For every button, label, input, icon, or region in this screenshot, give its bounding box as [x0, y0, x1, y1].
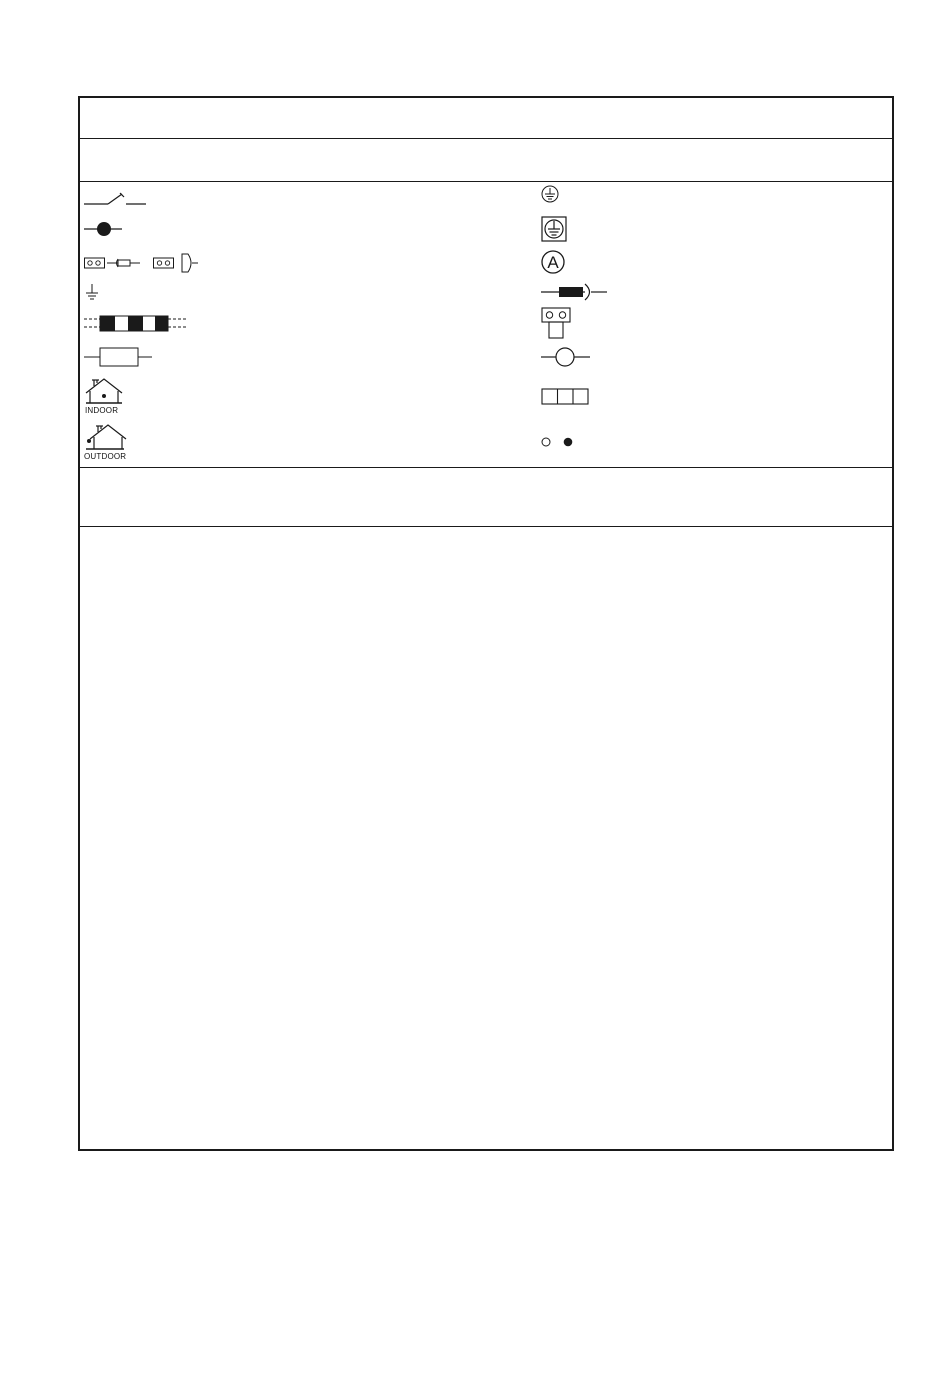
terminal-dot-icon [84, 220, 126, 238]
open-closed-dots-icon [541, 436, 575, 448]
table-divider-legend-end [80, 467, 892, 468]
earth-terminal-box-icon [541, 216, 567, 242]
indoor-house-icon [84, 377, 126, 407]
connector-plug-icon [84, 253, 204, 275]
ferrite-core-icon [84, 314, 188, 334]
outdoor-label: OUTDOOR [84, 452, 127, 461]
ground-icon [84, 283, 102, 303]
indoor-label: INDOOR [85, 406, 119, 415]
protective-earth-icon [541, 185, 559, 203]
table-divider-subheader [80, 181, 892, 182]
circle-a-glyph: A [547, 253, 559, 272]
outdoor-house-icon [84, 423, 128, 453]
two-pin-jumper-icon [541, 307, 573, 341]
table-divider-notes [80, 526, 892, 527]
switch-icon [84, 186, 148, 208]
fuse-icon [84, 347, 154, 369]
table-divider-header [80, 138, 892, 139]
terminal-block-icon [541, 388, 591, 406]
circle-a-icon [541, 250, 567, 276]
plug-socket-icon [541, 282, 611, 302]
lamp-circle-icon [541, 347, 593, 369]
